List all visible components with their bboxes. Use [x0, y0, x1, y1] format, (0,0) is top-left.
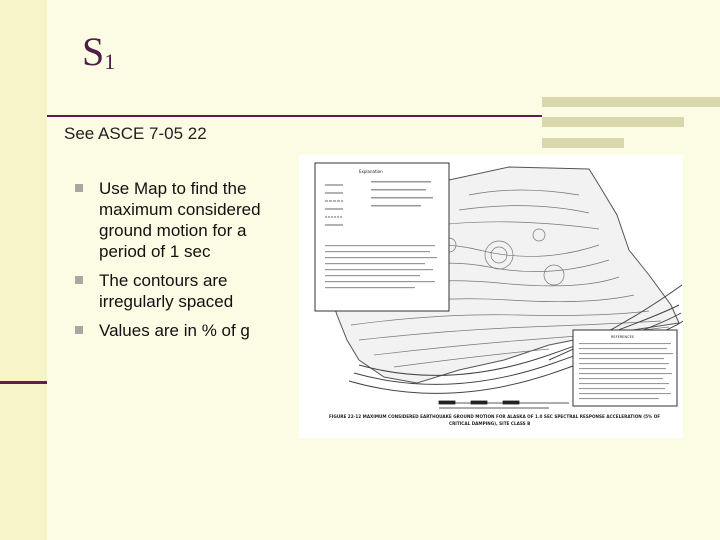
- deco-bar-2: [542, 117, 684, 127]
- references-title: REFERENCES: [611, 335, 635, 339]
- left-band-divider: [0, 381, 47, 384]
- bullet-item: [75, 178, 290, 262]
- bullet-text: Values are in % of g: [99, 321, 250, 340]
- bullet-item: [75, 270, 290, 312]
- seismic-map-figure: [299, 155, 683, 438]
- slide-subtitle: See ASCE 7-05 22: [64, 124, 207, 143]
- deco-bar-3: [542, 138, 624, 148]
- bullet-text: The contours are irregularly spaced: [99, 271, 234, 311]
- seismic-map-image: [299, 155, 683, 438]
- bullet-list: [75, 178, 290, 349]
- slide-title: [82, 29, 116, 74]
- legend-title: Explanation: [359, 169, 383, 174]
- title-divider: [47, 115, 542, 117]
- bullet-item: [75, 320, 290, 341]
- bullet-square-icon: [75, 326, 83, 334]
- figure-caption-line1: FIGURE 22-12 MAXIMUM CONSIDERED EARTHQUAKE GROUND MOTION FOR ALASKA OF 1.0 SEC SPECTRAL RESPONSE ACCELERATION (5% OF: [329, 414, 661, 419]
- title-main: S: [82, 29, 105, 74]
- title-subscript: 1: [104, 49, 116, 74]
- bullet-square-icon: [75, 184, 83, 192]
- bullet-text: Use Map to find the maximum considered ground motion for a period of 1 sec: [99, 179, 261, 261]
- left-decorative-band: [0, 0, 47, 540]
- bullet-square-icon: [75, 276, 83, 284]
- figure-caption-line2: CRITICAL DAMPING), SITE CLASS B: [449, 421, 531, 426]
- deco-bar-1: [542, 97, 720, 107]
